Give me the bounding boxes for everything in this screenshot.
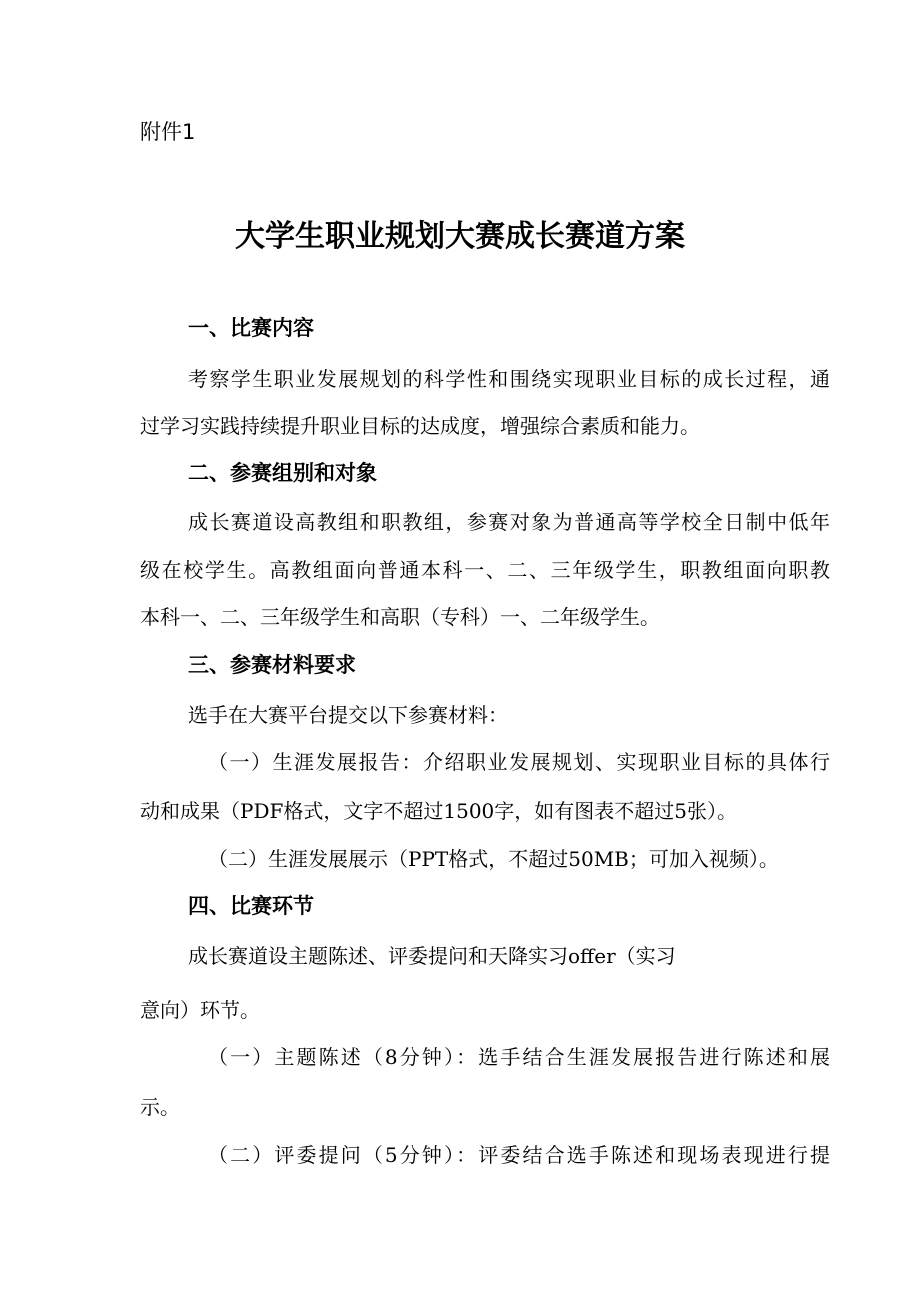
paragraph-line: （二）生涯发展展示（PPT格式，不超过50MB；可加入视频）。	[208, 847, 779, 871]
paragraph-line: （二）评委提问（5分钟）：评委结合选手陈述和现场表现进行提	[208, 1143, 830, 1167]
section-heading-1: 一、比赛内容	[188, 316, 314, 340]
paragraph-line: （一）主题陈述（8分钟）：选手结合生涯发展报告进行陈述和展	[208, 1045, 830, 1069]
section-heading-3: 三、参赛材料要求	[188, 653, 356, 677]
paragraph-line: 考察学生职业发展规划的科学性和围绕实现职业目标的成长过程，通	[188, 367, 830, 391]
paragraph-line: （一）生涯发展报告：介绍职业发展规划、实现职业目标的具体行	[208, 750, 830, 774]
section-heading-4: 四、比赛环节	[188, 894, 314, 918]
paragraph-line: 选手在大赛平台提交以下参赛材料：	[188, 703, 508, 727]
paragraph-line: 成长赛道设高教组和职教组，参赛对象为普通高等学校全日制中低年	[188, 510, 830, 534]
paragraph-line: 动和成果（PDF格式，文字不超过1500字，如有图表不超过5张）。	[140, 799, 737, 823]
paragraph-line: 意向）环节。	[140, 998, 260, 1022]
paragraph-line: 级在校学生。高教组面向普通本科一、二、三年级学生，职教组面向职教	[140, 558, 830, 582]
paragraph-line: 过学习实践持续提升职业目标的达成度，增强综合素质和能力。	[140, 414, 700, 438]
paragraph-line: 成长赛道设主题陈述、评委提问和天降实习offer（实习	[188, 944, 676, 968]
paragraph-line: 示。	[140, 1095, 180, 1119]
attachment-label: 附件1	[140, 120, 196, 144]
document-title: 大学生职业规划大赛成长赛道方案	[235, 219, 685, 254]
paragraph-line: 本科一、二、三年级学生和高职（专科）一、二年级学生。	[140, 605, 660, 629]
section-heading-2: 二、参赛组别和对象	[188, 461, 377, 485]
